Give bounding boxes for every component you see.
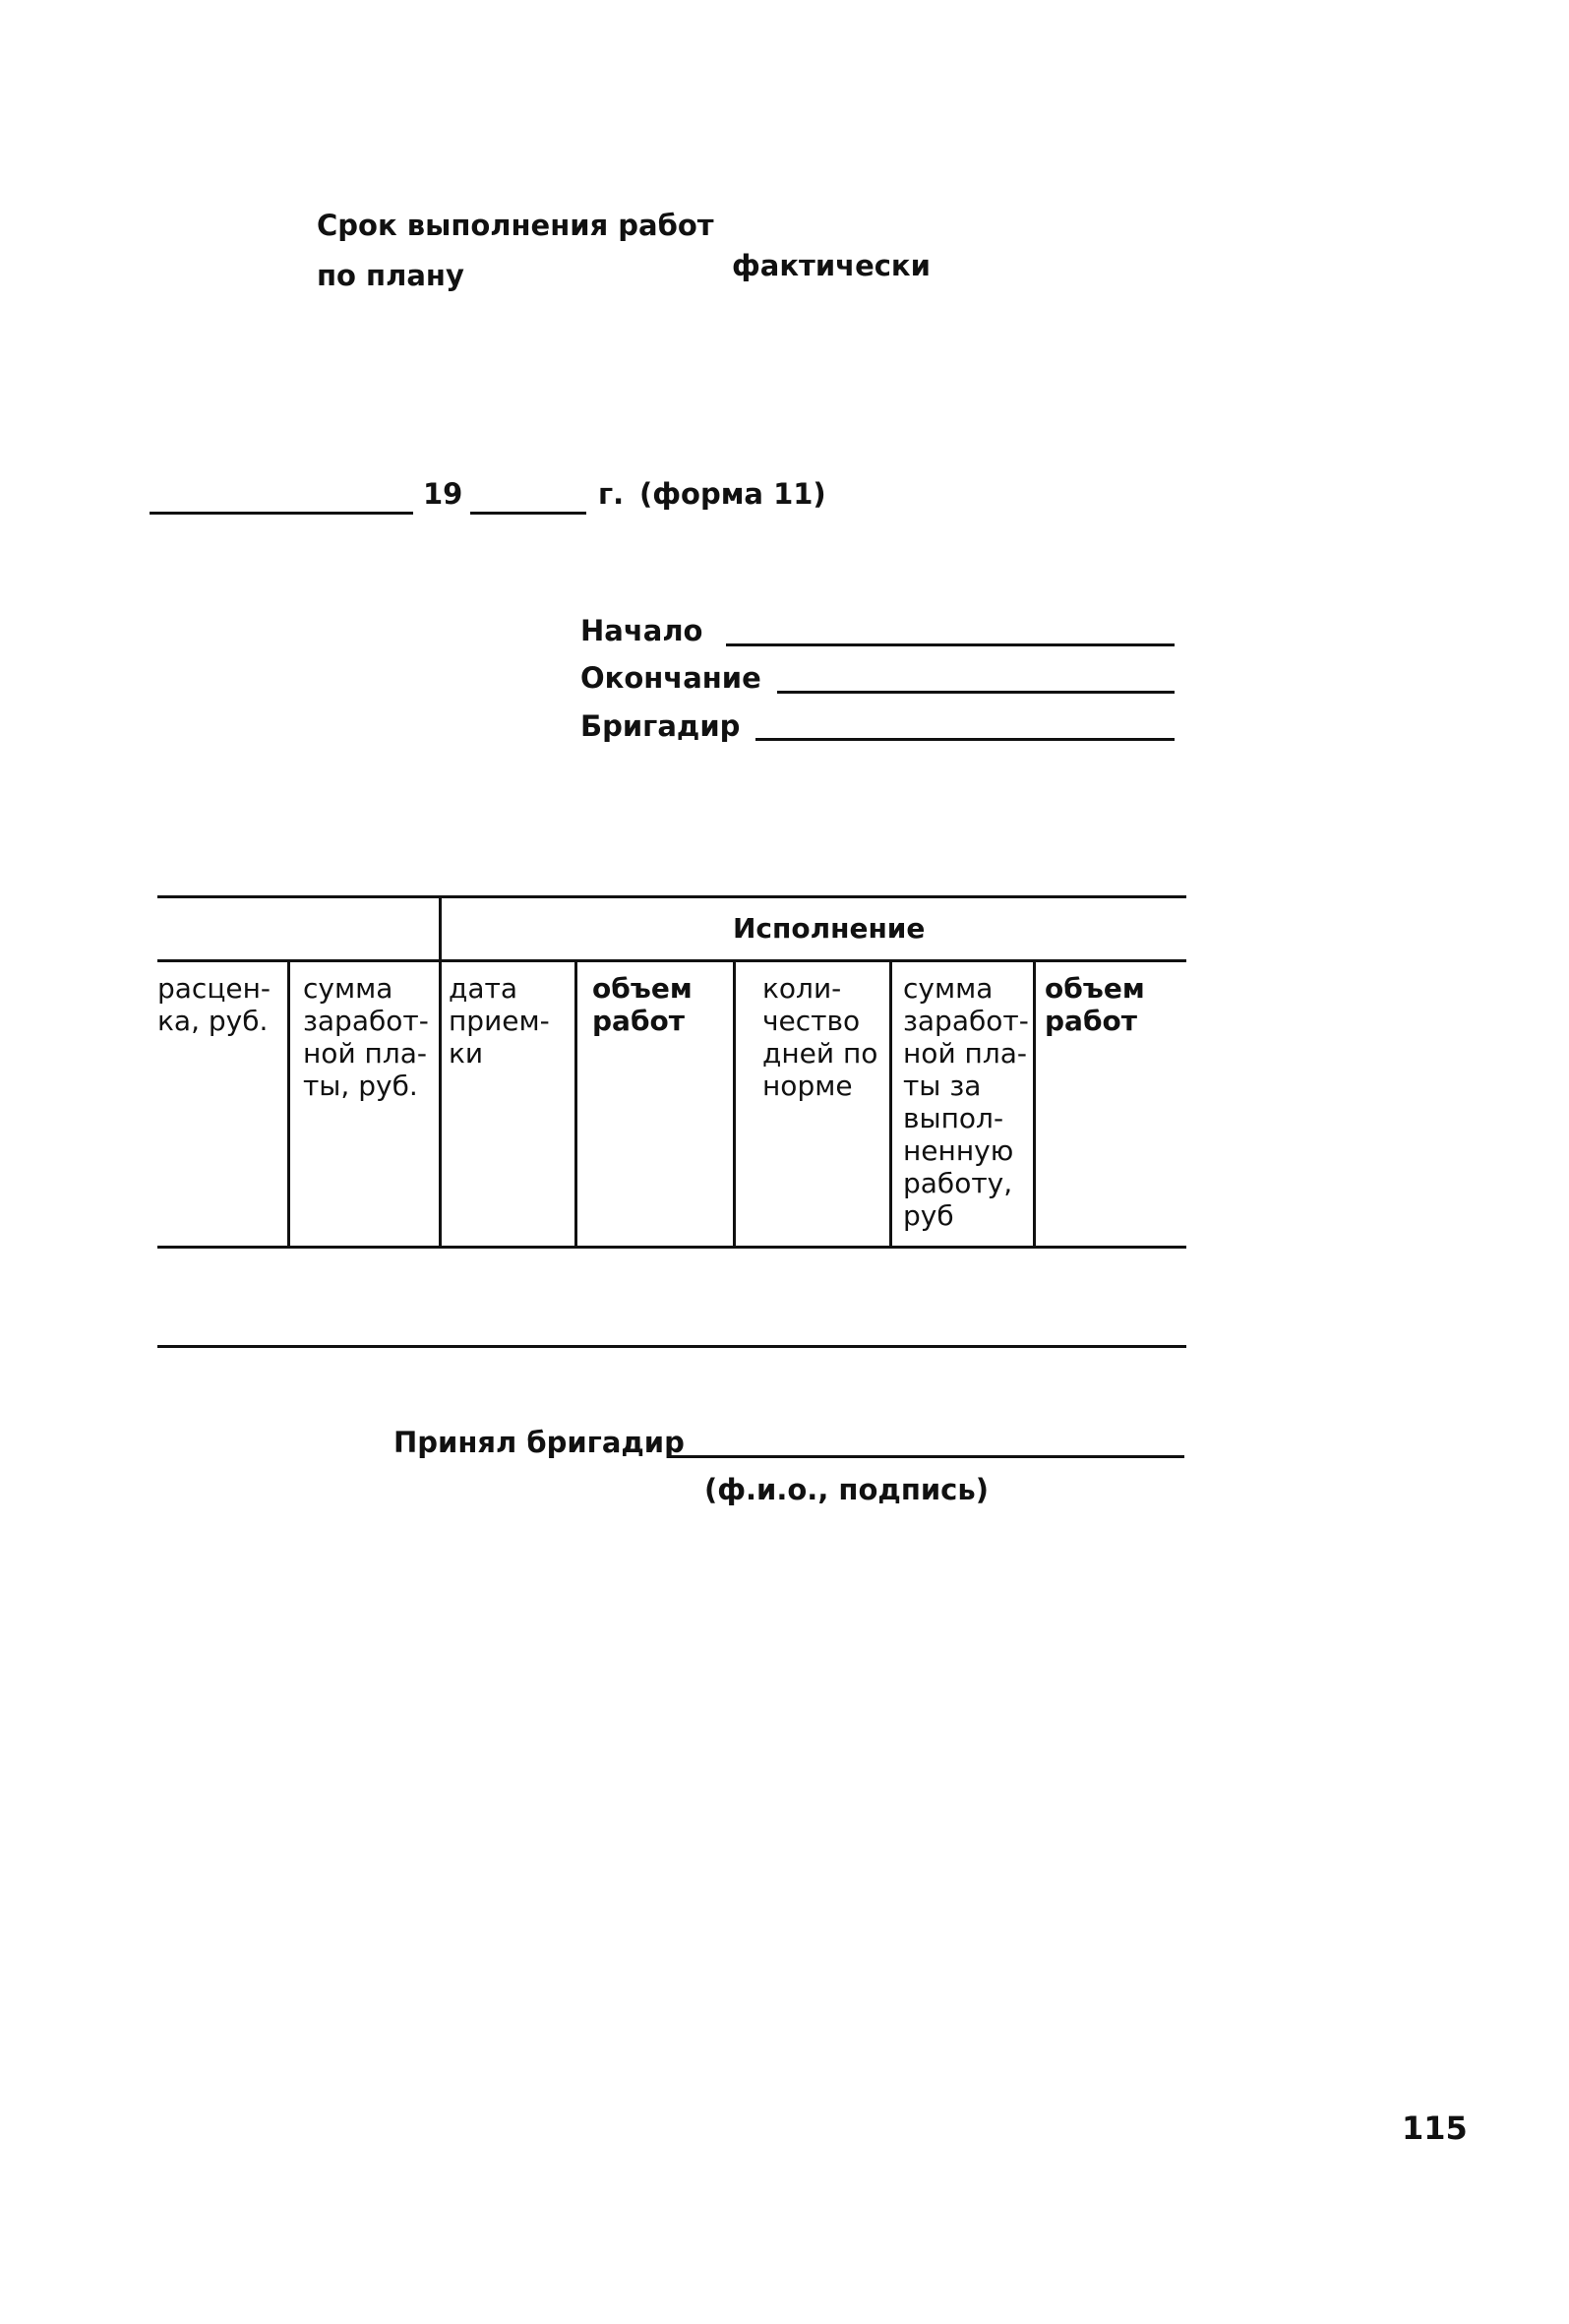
col-work-volume: объем работ [592,972,693,1037]
year-suffix: г. [598,477,625,511]
year-blank-line [470,512,586,515]
table-divider [439,895,442,1247]
form-label: (форма 11) [639,477,826,511]
table-divider [287,959,290,1247]
col-rate: расцен- ка, руб. [157,972,272,1037]
table-divider [733,959,736,1247]
signature-hint: (ф.и.о., подпись) [704,1473,989,1506]
table-divider [1033,959,1036,1247]
signature-line[interactable] [667,1455,1184,1458]
col-completed-wage: сумма заработ- ной пла- ты за выпол- ненную работу, руб [903,972,1029,1232]
table-divider [574,959,577,1247]
foreman-field-line[interactable] [755,738,1175,741]
plan-label: по плану [317,259,464,292]
separator-line [157,1345,1186,1348]
start-field-line[interactable] [726,643,1175,646]
year-prefix: 19 [423,477,463,511]
page-number: 115 [1402,2110,1468,2147]
col-work-volume-actual: объем работ [1045,972,1145,1037]
col-acceptance-date: дата прием- ки [449,972,550,1070]
actual-label: фактически [732,249,931,282]
col-wage-sum: сумма заработ- ной пла- ты, руб. [303,972,429,1102]
table-top-rule [157,895,1186,898]
table-divider [889,959,892,1247]
start-label: Начало [580,614,703,647]
foreman-label: Бригадир [580,709,741,743]
end-field-line[interactable] [777,691,1175,694]
term-title: Срок выполнения работ [317,209,714,242]
group-header: Исполнение [733,912,926,945]
date-blank-line [150,512,413,515]
end-label: Окончание [580,661,761,695]
col-norm-days: коли- чество дней по норме [762,972,878,1102]
accepted-label: Принял бригадир [393,1426,685,1459]
